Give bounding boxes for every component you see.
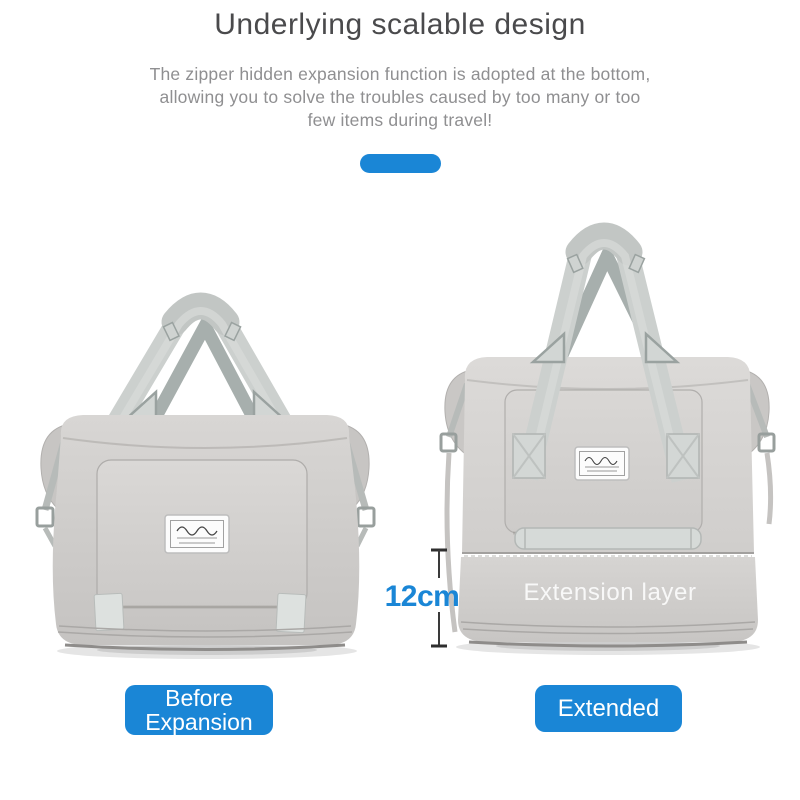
brand-label	[165, 515, 229, 553]
subtitle-line-1: The zipper hidden expansion function is adopted at the bottom,	[149, 64, 651, 84]
subtitle-line-2: allowing you to solve the troubles caused by too many or too	[159, 87, 641, 107]
blue-divider-pill	[360, 154, 441, 173]
expansion-zipper-seam	[462, 553, 754, 556]
subtitle-line-3: few items during travel!	[307, 110, 493, 130]
before-expansion-button[interactable]	[125, 685, 273, 735]
brand-label	[575, 447, 629, 480]
lower-webbing-bar	[515, 528, 701, 549]
before-expansion-line-2: Expansion	[145, 709, 253, 735]
before-bag-image	[25, 288, 385, 663]
extended-button-label: Extended	[557, 694, 660, 722]
page-title: Underlying scalable design	[214, 8, 586, 41]
page-subtitle	[0, 63, 800, 132]
extension-layer-label: Extension layer	[523, 579, 697, 606]
before-expansion-line-1: Before	[165, 685, 233, 711]
measurement-value: 12cm	[384, 580, 460, 613]
extended-button[interactable]	[535, 685, 682, 732]
